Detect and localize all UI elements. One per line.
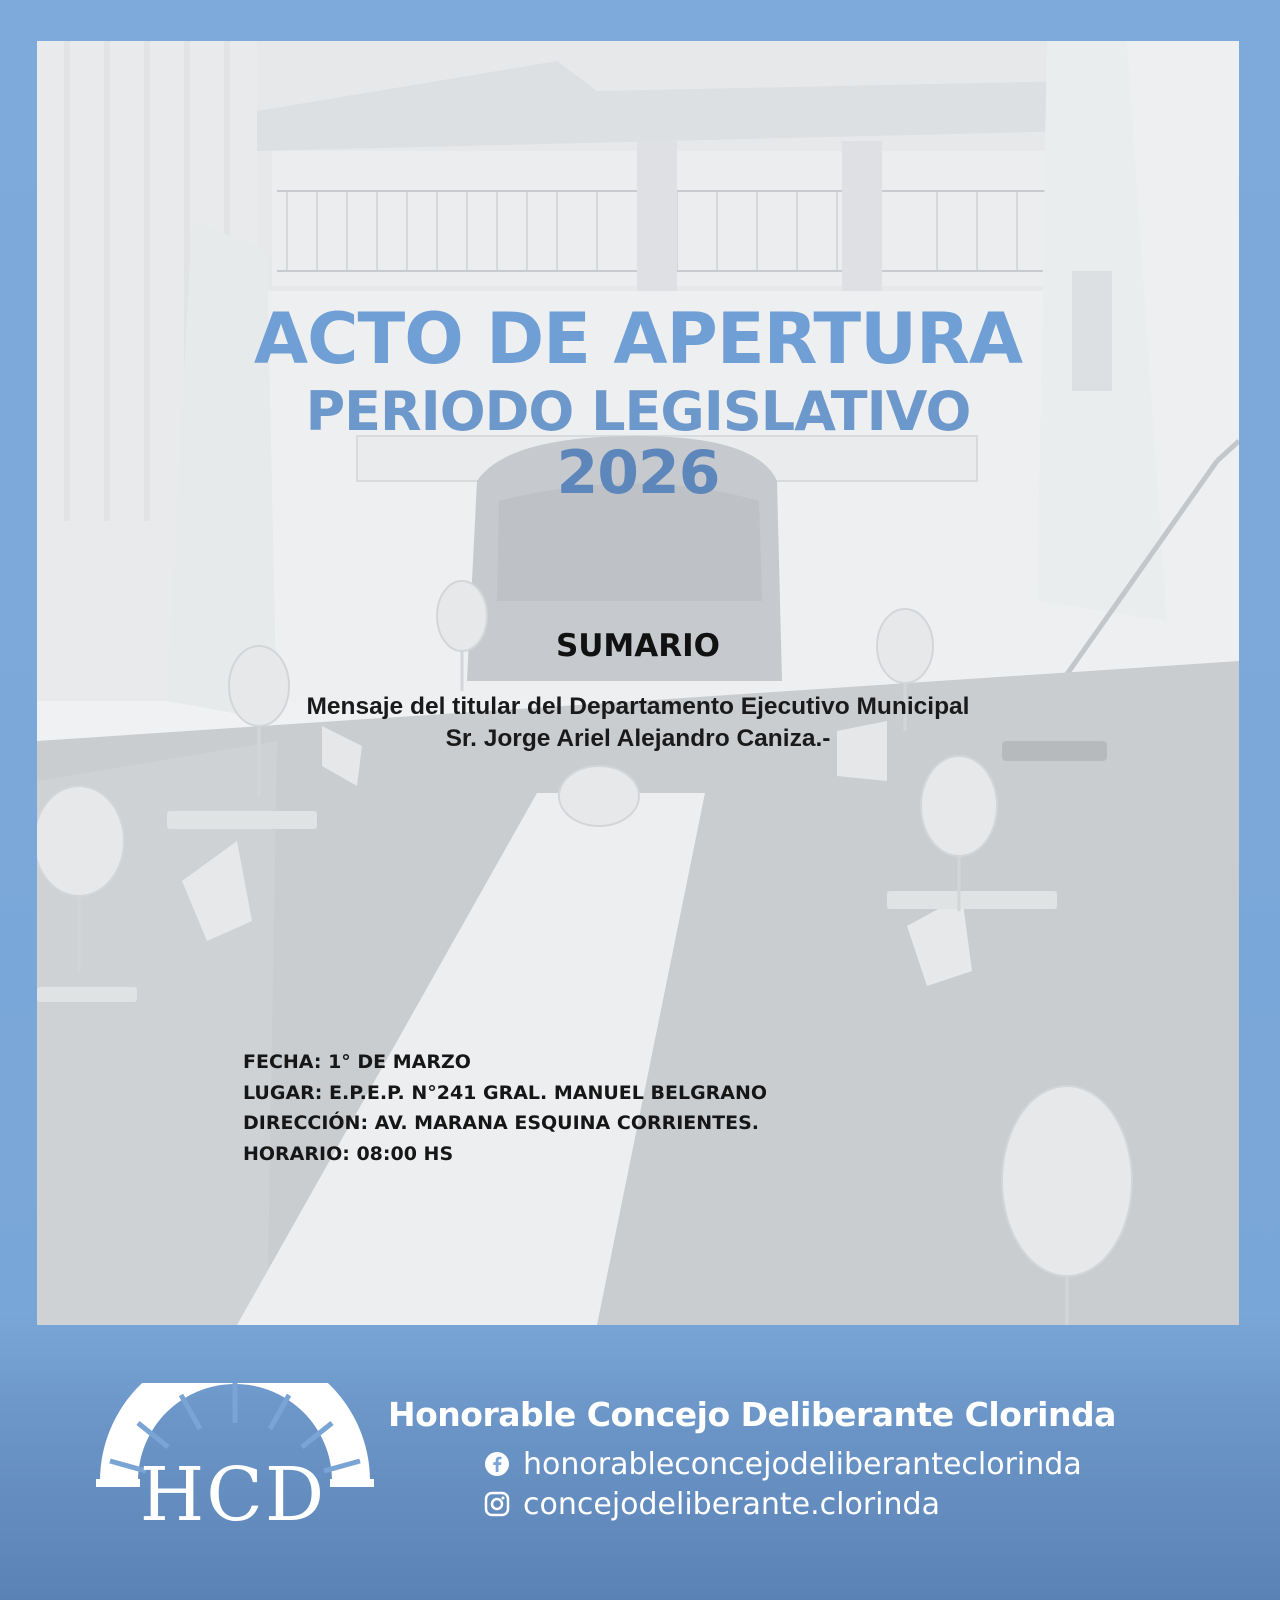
summary-message-line1: Mensaje del titular del Departamento Ejecutivo Municipal <box>306 693 970 720</box>
detail-fecha: FECHA: 1° DE MARZO <box>243 1051 471 1073</box>
event-subtitle: PERIODO LEGISLATIVO <box>305 380 971 443</box>
org-name: Honorable Concejo Deliberante Clorinda <box>388 1395 1116 1434</box>
event-year: 2026 <box>556 438 720 508</box>
facebook-handle: honorableconcejodeliberanteclorinda <box>523 1446 1082 1482</box>
background-photo-panel <box>37 41 1239 1325</box>
logo-text: HCD <box>139 1452 327 1538</box>
detail-direccion: DIRECCIÓN: AV. MARANA ESQUINA CORRIENTES. <box>243 1112 760 1134</box>
detail-horario: HORARIO: 08:00 HS <box>243 1142 454 1165</box>
event-title: ACTO DE APERTURA <box>253 298 1023 380</box>
summary-heading: SUMARIO <box>555 628 721 664</box>
event-details <box>243 1047 767 1169</box>
instagram-icon <box>484 1491 510 1517</box>
detail-lugar: LUGAR: E.P.E.P. N°241 GRAL. MANUEL BELGRANO <box>243 1081 768 1104</box>
instagram-link[interactable] <box>484 1486 940 1522</box>
summary-message-line2: Sr. Jorge Ariel Alejandro Caniza.- <box>445 725 831 752</box>
instagram-handle: concejodeliberante.clorinda <box>523 1486 940 1522</box>
facebook-icon <box>484 1451 510 1477</box>
facebook-link[interactable] <box>484 1446 1082 1482</box>
summary-message <box>37 691 1239 755</box>
